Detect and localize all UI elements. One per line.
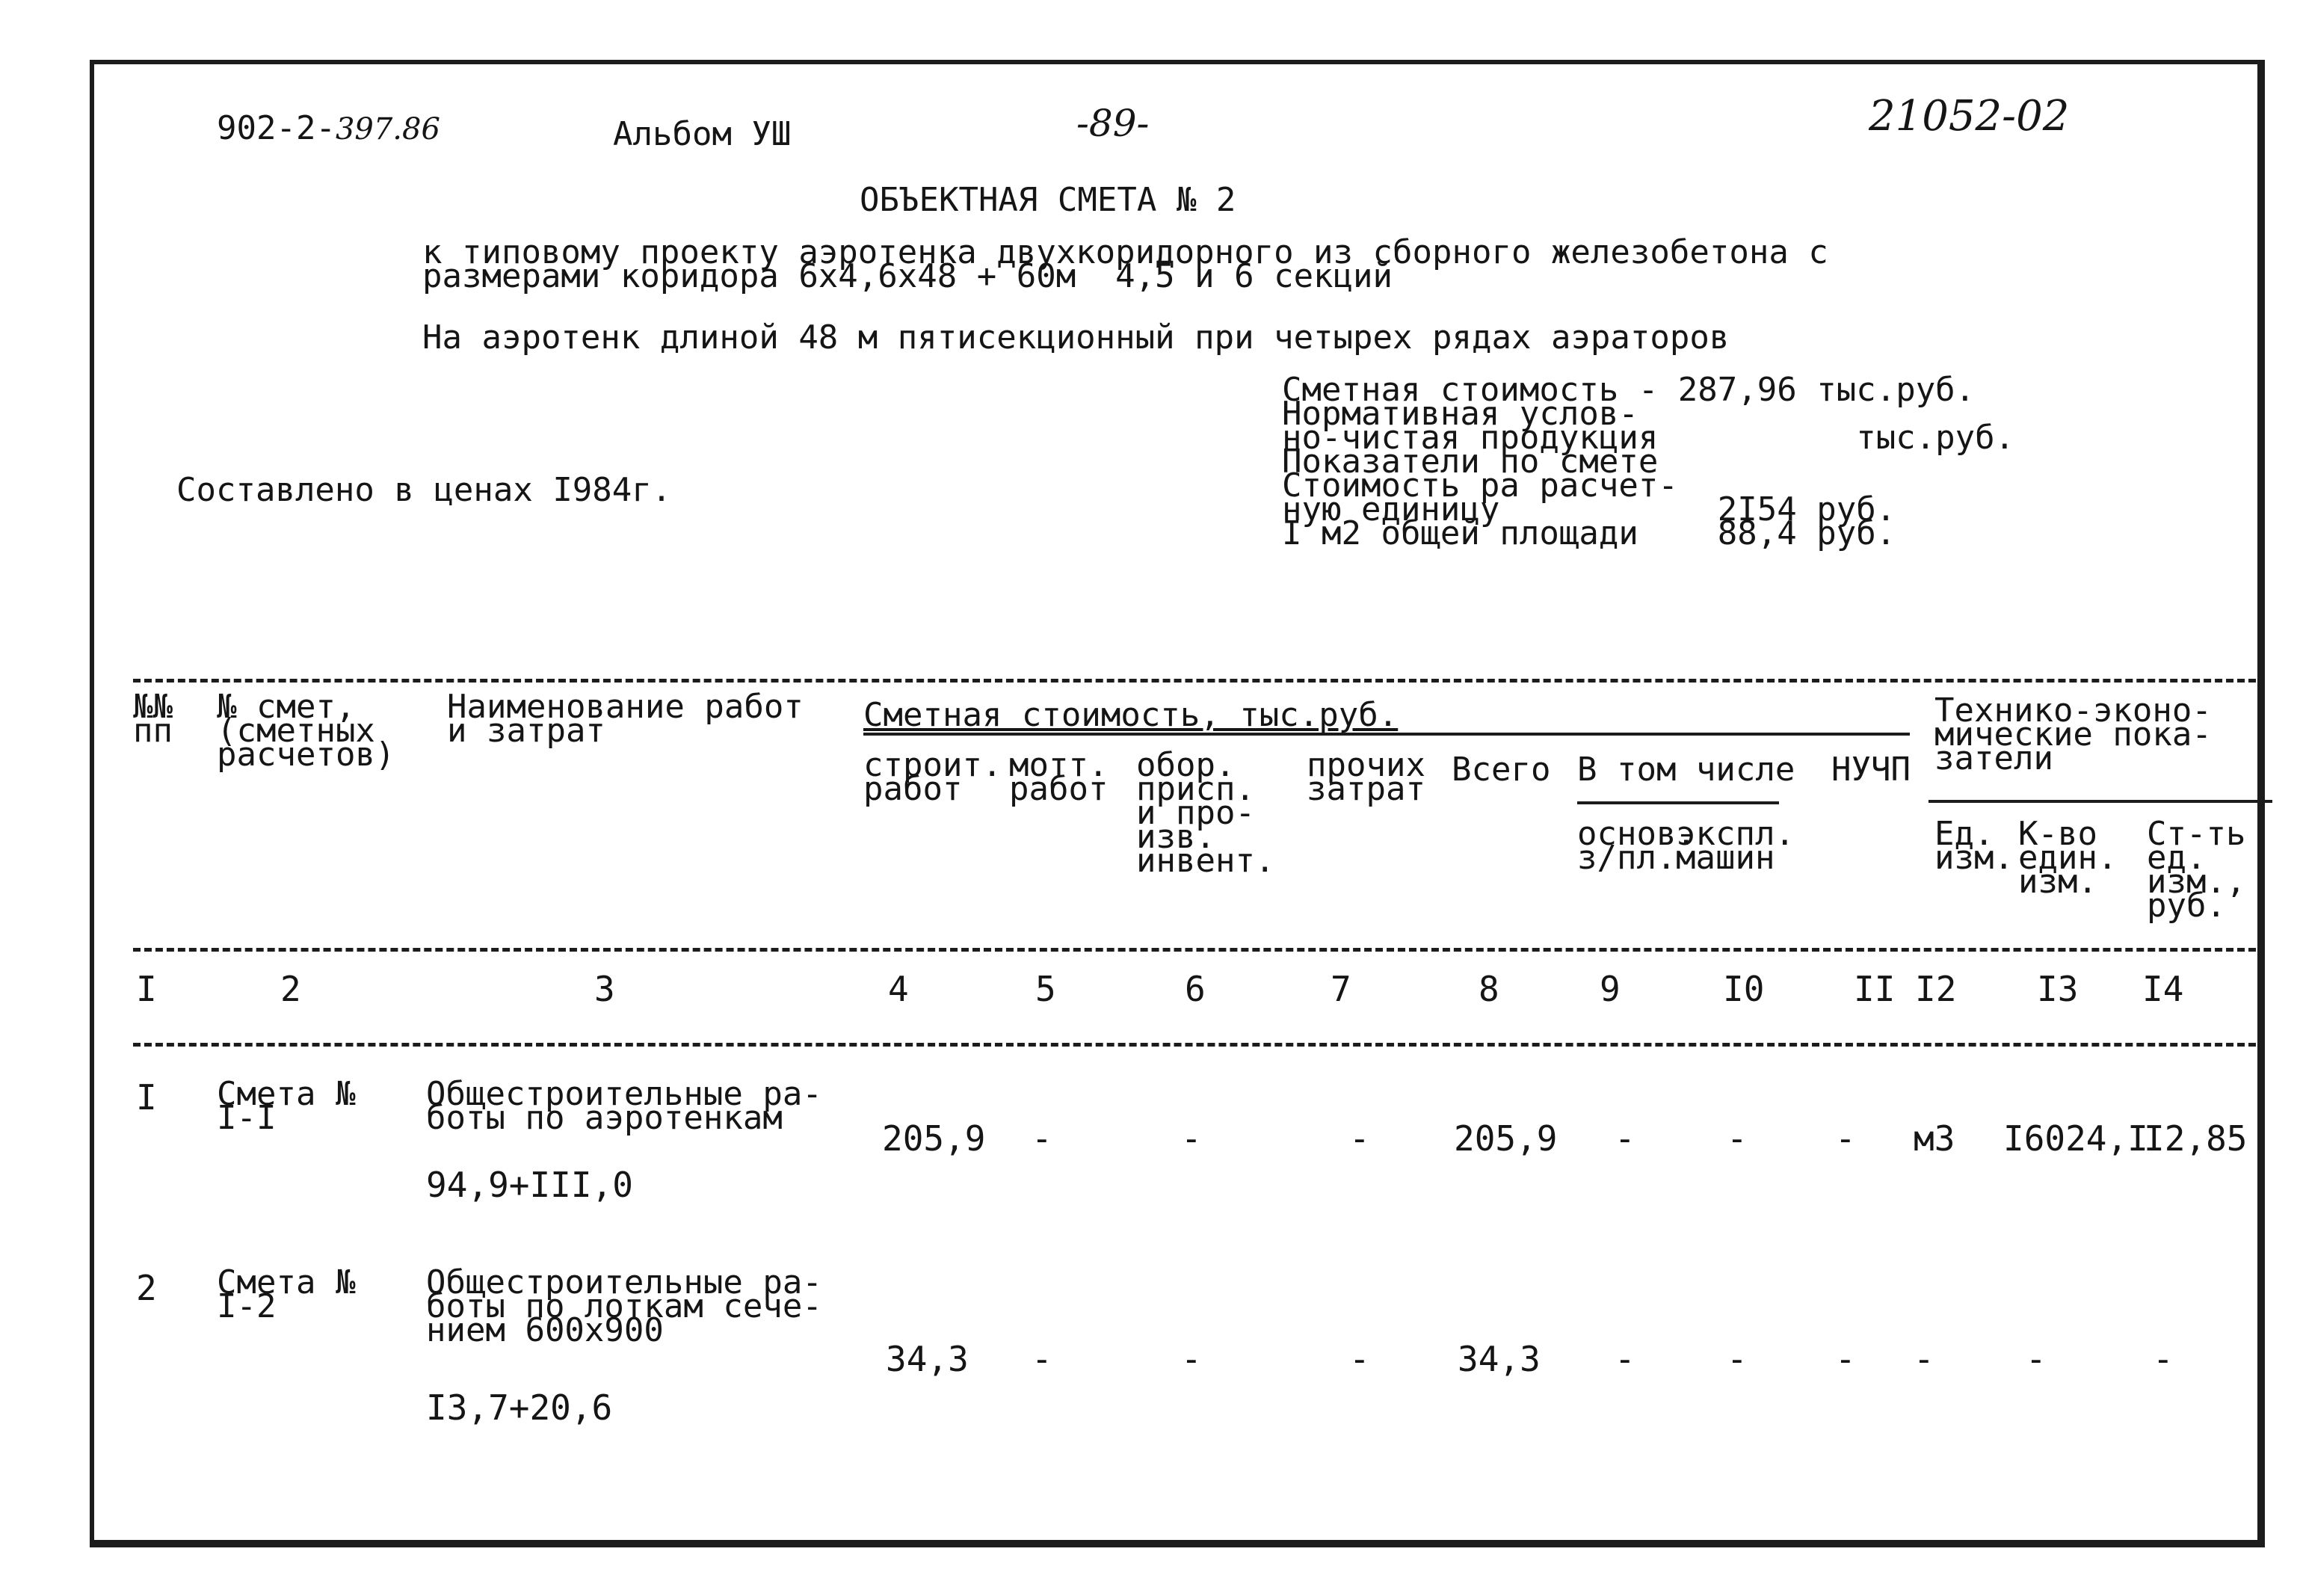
row1-col7: -: [1349, 1118, 1370, 1159]
row2-formula: I3,7+20,6: [426, 1387, 613, 1428]
row1-col8: 205,9: [1454, 1118, 1558, 1159]
document-code-print: 902-2-: [217, 109, 336, 147]
colnum-7: 7: [1331, 969, 1351, 1009]
row1-col12: м3: [1914, 1118, 1955, 1159]
row2-col7: -: [1349, 1339, 1370, 1379]
document-code-handwritten: 397.86: [335, 112, 440, 147]
header-col13: К-во един. изм.: [2018, 815, 2118, 901]
header-tech-group: Технико-эконо- мические пока- затели: [1934, 691, 2212, 777]
page-number: -89-: [1076, 102, 1150, 145]
colnum-8: 8: [1479, 969, 1499, 1009]
header-col2: № смет, (сметных расчетов): [217, 688, 395, 774]
row2-num: 2: [136, 1268, 157, 1308]
header-col12: Ед. изм.: [1934, 815, 2014, 877]
row2-col6: -: [1181, 1339, 1202, 1379]
row1-col6: -: [1181, 1118, 1202, 1159]
album-label: Альбом УШ: [613, 115, 792, 153]
row2-col9: -: [1615, 1339, 1635, 1379]
row1-num: I: [136, 1077, 157, 1118]
colnum-14: I4: [2142, 969, 2184, 1009]
row1-col9: -: [1615, 1118, 1635, 1159]
row2-col11: -: [1835, 1339, 1856, 1379]
colnum-5: 5: [1035, 969, 1056, 1009]
header-col4: строит. работ: [863, 746, 1002, 808]
row2-col14: -: [2153, 1339, 2174, 1379]
row2-col13: -: [2026, 1339, 2047, 1379]
colnum-13: I3: [2037, 969, 2079, 1009]
row1-formula: 94,9+III,0: [426, 1165, 633, 1205]
document-stamp: 21052-02: [1869, 92, 2070, 141]
subtitle-lines: к типовому проекту аэротенка двухкоридорного из сборного железобетона с размерами коридора 6х4,6х48 + 60м 4,5 и 6 секций: [422, 233, 1828, 295]
page-title: ОБЪЕКТНАЯ СМЕТА № 2: [860, 181, 1236, 219]
row2-col5: -: [1032, 1339, 1052, 1379]
table-colnum-top-rule: [133, 948, 2256, 952]
row2-col4: 34,3: [886, 1339, 969, 1379]
header-col7: прочих затрат: [1307, 746, 1425, 808]
header-col5: мотт. работ: [1009, 746, 1109, 808]
subtitle-line3: На аэротенк длиной 48 м пятисекционный при четырех рядах аэраторов: [422, 318, 1730, 357]
header-cost-group: Сметная стоимость, тыс.руб.: [863, 696, 1399, 734]
header-col10: экспл. машин: [1676, 815, 1795, 877]
colnum-3: 3: [594, 969, 615, 1009]
row2-col12: -: [1914, 1339, 1934, 1379]
colnum-9: 9: [1600, 969, 1621, 1009]
table-top-rule: [133, 679, 2256, 683]
incl-group-underline: [1577, 801, 1779, 804]
header-col3: Наименование работ и затрат: [447, 688, 804, 750]
summary-block: Сметная стоимость - 287,96 тыс.руб. Нормативная услов- но-чистая продукция тыс.руб. Показатели по смете Стоимость ра расчет- ную единицу 2I54 руб. I м2 общей площади 88,4 руб.: [1282, 371, 2015, 552]
document-code: [217, 109, 440, 147]
colnum-6: 6: [1185, 969, 1206, 1009]
row1-col5: -: [1032, 1118, 1052, 1159]
header-incl-group: В том числе: [1577, 751, 1795, 789]
colnum-11: II: [1854, 969, 1896, 1009]
row1-smeta: Смета № I-I: [217, 1075, 356, 1137]
header-col9: основ. з/пл.: [1577, 815, 1696, 877]
row1-col10: -: [1727, 1118, 1748, 1159]
row1-col11: -: [1835, 1118, 1856, 1159]
header-col8: Всего: [1452, 751, 1551, 789]
colnum-12: I2: [1915, 969, 1957, 1009]
colnum-10: I0: [1723, 969, 1765, 1009]
colnum-2: 2: [280, 969, 301, 1009]
header-col6: обор. присп. и про- изв. инвент.: [1136, 746, 1275, 880]
row1-name: Общестроительные ра- боты по аэротенкам: [426, 1075, 822, 1137]
header-col11: НУЧП: [1831, 751, 1911, 789]
row1-col13: I6024,I: [2003, 1118, 2148, 1159]
header-col1: №№ пп: [133, 688, 173, 750]
table-colnum-bottom-rule: [133, 1043, 2256, 1047]
row1-col4: 205,9: [882, 1118, 986, 1159]
row2-name: Общестроительные ра- боты по лоткам сече- нием 600х900: [426, 1263, 822, 1349]
tech-group-underline: [1929, 800, 2272, 803]
row2-smeta: Смета № I-2: [217, 1263, 356, 1325]
prices-note: Составлено в ценах I984г.: [176, 471, 672, 509]
row2-col10: -: [1727, 1339, 1748, 1379]
colnum-1: I: [136, 969, 157, 1009]
colnum-4: 4: [888, 969, 909, 1009]
row1-col14: I2,85: [2144, 1118, 2248, 1159]
header-col14: Ст-ть ед. изм., руб.: [2147, 815, 2246, 925]
row2-col8: 34,3: [1458, 1339, 1541, 1379]
